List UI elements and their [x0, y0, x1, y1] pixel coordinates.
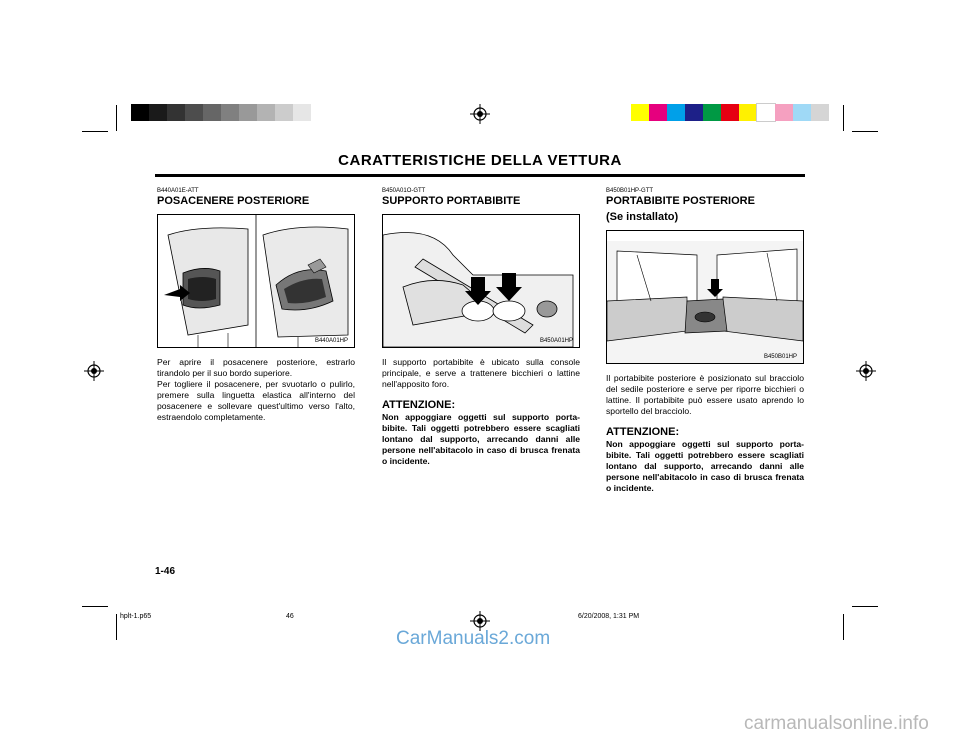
color-swatch — [685, 104, 703, 121]
section-heading: PORTABIBITE POSTERIORE — [606, 195, 755, 207]
section-body-text: Il portabibite posteriore è posizionato sul bracciolo del sedile posteriore e serve per riporre bicchieri o lattine. Il portabibite può essere usato aprendo lo sportello del bracciolo. — [606, 373, 804, 416]
warning-text: Non appoggiare oggetti sul supporto porta-bibite. Tali oggetti potrebbero essere scagliati lontano dal supporto, arrecando danni alle persone nell'abitacolo in caso di brusca frenata o incidente. — [382, 412, 580, 466]
color-swatch — [667, 104, 685, 121]
color-swatch — [811, 104, 829, 121]
watermark-carmanualsonline[interactable]: carmanualsonline.info — [744, 713, 929, 734]
page-number: 1-46 — [155, 566, 176, 577]
cupholder-figure — [382, 214, 580, 348]
section-code: B450A01O-GTT — [382, 188, 426, 194]
ashtray-illustration — [158, 215, 354, 347]
section-body-text: Per aprire il posacenere posteriore, estrarlo tirandolo per il suo bordo superiore. Per togliere il posacenere, per svuotarlo o pulirlo, premere sulla linguetta elastica all'interno del posacenere e sollevare quest'ultimo verso l'alto, estraendolo completamente. — [157, 357, 355, 422]
section-code: B450B01HP-GTT — [606, 188, 654, 194]
registration-target-icon — [470, 104, 490, 124]
registration-target-icon — [84, 361, 104, 381]
rear-cupholder-illustration — [607, 231, 803, 363]
header-rule — [155, 174, 805, 177]
cupholder-illustration — [383, 215, 579, 347]
gray-swatch — [167, 104, 185, 121]
figure-code: B440A01HP — [314, 338, 348, 344]
rear-cupholder-figure — [606, 230, 804, 364]
figure-code: B450A01HP — [539, 338, 573, 344]
warning-title: ATTENZIONE: — [382, 399, 456, 411]
section-code: B440A01E-ATT — [157, 188, 199, 194]
color-swatch — [721, 104, 739, 121]
section-cupholder — [382, 187, 580, 467]
color-swatch — [793, 104, 811, 121]
color-swatch — [631, 104, 649, 121]
footer-timestamp: 6/20/2008, 1:31 PM — [578, 613, 640, 620]
color-swatch — [757, 104, 775, 121]
color-swatch — [703, 104, 721, 121]
footer-file: hplt-1.p65 — [120, 613, 152, 620]
gray-swatch — [275, 104, 293, 121]
footer-page: 46 — [286, 613, 294, 620]
section-body-text: Il supporto portabibite è ubicato sulla console principale, e serve a trattenere bicchieri o lattine nell'apposito foro. — [382, 357, 580, 389]
gray-swatch — [185, 104, 203, 121]
gray-swatch — [203, 104, 221, 121]
color-swatch — [775, 104, 793, 121]
color-swatch — [649, 104, 667, 121]
gray-swatch — [131, 104, 149, 121]
registration-target-icon — [856, 361, 876, 381]
warning-title: ATTENZIONE: — [606, 426, 680, 438]
gray-swatch — [149, 104, 167, 121]
watermark-carmanuals2[interactable]: CarManuals2.com — [396, 628, 551, 649]
color-swatch — [739, 104, 757, 121]
gray-swatch — [221, 104, 239, 121]
gray-swatch — [293, 104, 311, 121]
section-heading: POSACENERE POSTERIORE — [157, 195, 310, 207]
figure-code: B450B01HP — [763, 354, 797, 360]
warning-text: Non appoggiare oggetti sul supporto porta-bibite. Tali oggetti potrebbero essere scagliati lontano dal supporto, arrecando danni alle persone nell'abitacolo in caso di brusca frenata o incidente. — [606, 439, 804, 493]
section-subheading: (Se installato) — [606, 211, 679, 223]
section-ashtray — [157, 187, 355, 423]
section-rear-cupholder — [606, 187, 804, 494]
page-title: CARATTERISTICHE DELLA VETTURA — [338, 152, 622, 169]
gray-swatch — [257, 104, 275, 121]
section-heading: SUPPORTO PORTABIBITE — [382, 195, 521, 207]
ashtray-figure — [157, 214, 355, 348]
gray-swatch — [239, 104, 257, 121]
